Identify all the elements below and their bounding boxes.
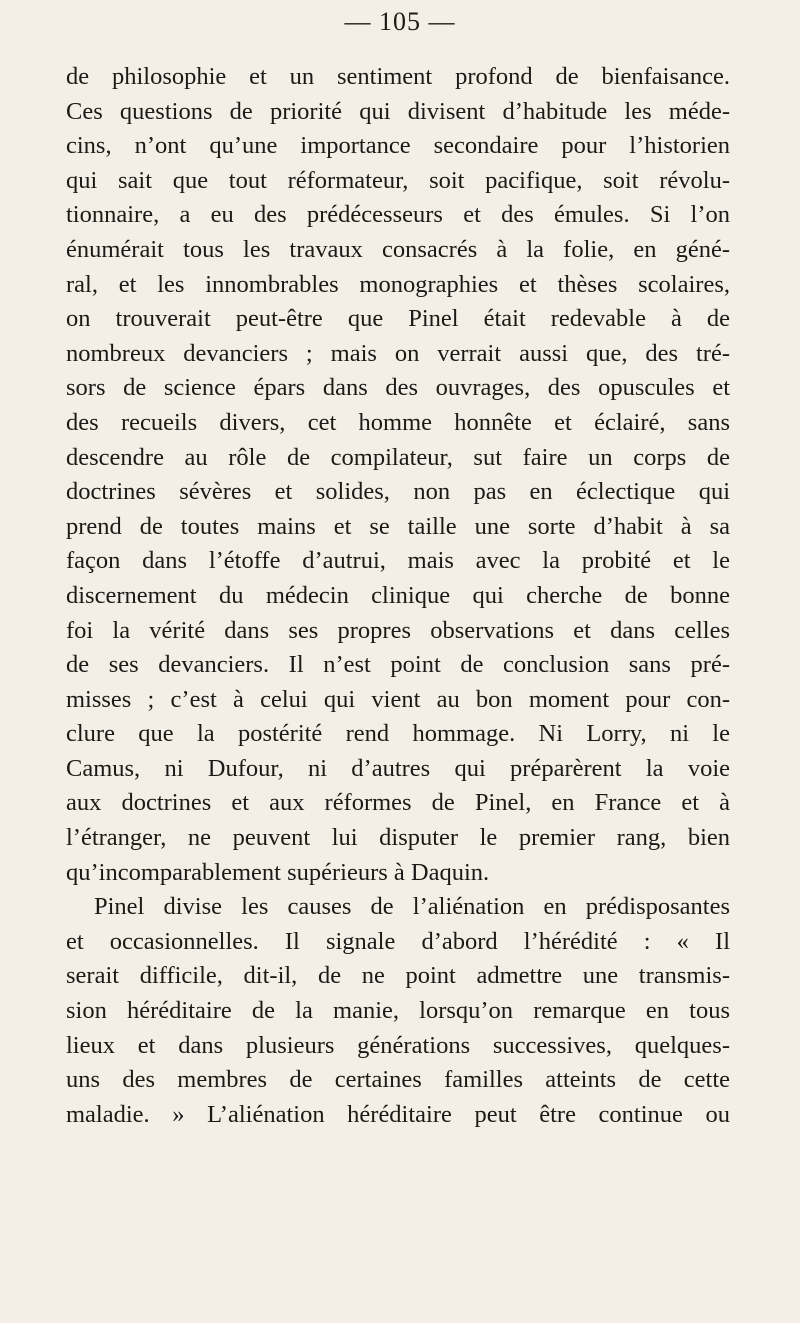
- text-line: aux doctrines et aux réformes de Pinel, en France et à: [66, 789, 730, 817]
- text-line: Pinel divise les causes de l’aliénation en prédisposantes: [94, 893, 730, 921]
- text-line: de philosophie et un sentiment profond de bienfaisance.: [66, 63, 730, 90]
- text-line: descendre au rôle de compilateur, sut faire un corps de: [66, 443, 730, 471]
- text-line: et occasionnelles. Il signale d’abord l’hérédité : « Il: [66, 927, 730, 955]
- text-line: serait difficile, dit-il, de ne point admettre une transmis-: [66, 962, 730, 990]
- page-number: — 105 —: [344, 7, 456, 36]
- text-line: maladie. » L’aliénation héréditaire peut être continue ou: [66, 1100, 730, 1128]
- text-line: uns des membres de certaines familles atteints de cette: [66, 1066, 730, 1094]
- text-line: on trouverait peut-être que Pinel était redevable à de: [66, 305, 730, 333]
- text-line: Ces questions de priorité qui divisent d’habitude les méde-: [66, 97, 730, 125]
- text-line: l’étranger, ne peuvent lui disputer le premier rang, bien: [66, 824, 730, 852]
- text-line: doctrines sévères et solides, non pas en éclectique qui: [66, 478, 730, 506]
- text-line: lieux et dans plusieurs générations successives, quelques-: [66, 1031, 730, 1059]
- text-line: clure que la postérité rend hommage. Ni Lorry, ni le: [66, 720, 730, 748]
- text-line: des recueils divers, cet homme honnête et éclairé, sans: [66, 408, 730, 436]
- text-line: sion héréditaire de la manie, lorsqu’on remarque en tous: [66, 997, 730, 1025]
- text-line: Camus, ni Dufour, ni d’autres qui préparèrent la voie: [66, 754, 730, 782]
- text-line: qu’incomparablement supérieurs à Daquin.: [66, 858, 490, 886]
- text-line: tionnaire, a eu des prédécesseurs et des émules. Si l’on: [66, 201, 730, 229]
- body-text: [66, 60, 730, 1132]
- text-line: façon dans l’étoffe d’autrui, mais avec la probité et le: [66, 547, 730, 575]
- text-line: qui sait que tout réformateur, soit pacifique, soit révolu-: [66, 166, 730, 194]
- text-line: de ses devanciers. Il n’est point de conclusion sans pré-: [66, 651, 730, 679]
- text-line: nombreux devanciers ; mais on verrait aussi que, des tré-: [66, 339, 730, 367]
- text-line: discernement du médecin clinique qui cherche de bonne: [66, 581, 730, 609]
- text-line: misses ; c’est à celui qui vient au bon moment pour con-: [66, 685, 730, 713]
- text-line: prend de toutes mains et se taille une sorte d’habit à sa: [66, 512, 730, 540]
- text-line: sors de science épars dans des ouvrages, des opuscules et: [66, 374, 730, 402]
- text-line: cins, n’ont qu’une importance secondaire pour l’historien: [66, 132, 730, 160]
- text-line: énumérait tous les travaux consacrés à la folie, en géné-: [66, 235, 730, 263]
- text-line: foi la vérité dans ses propres observations et dans celles: [66, 616, 730, 644]
- text-line: ral, et les innombrables monographies et thèses scolaires,: [66, 270, 730, 298]
